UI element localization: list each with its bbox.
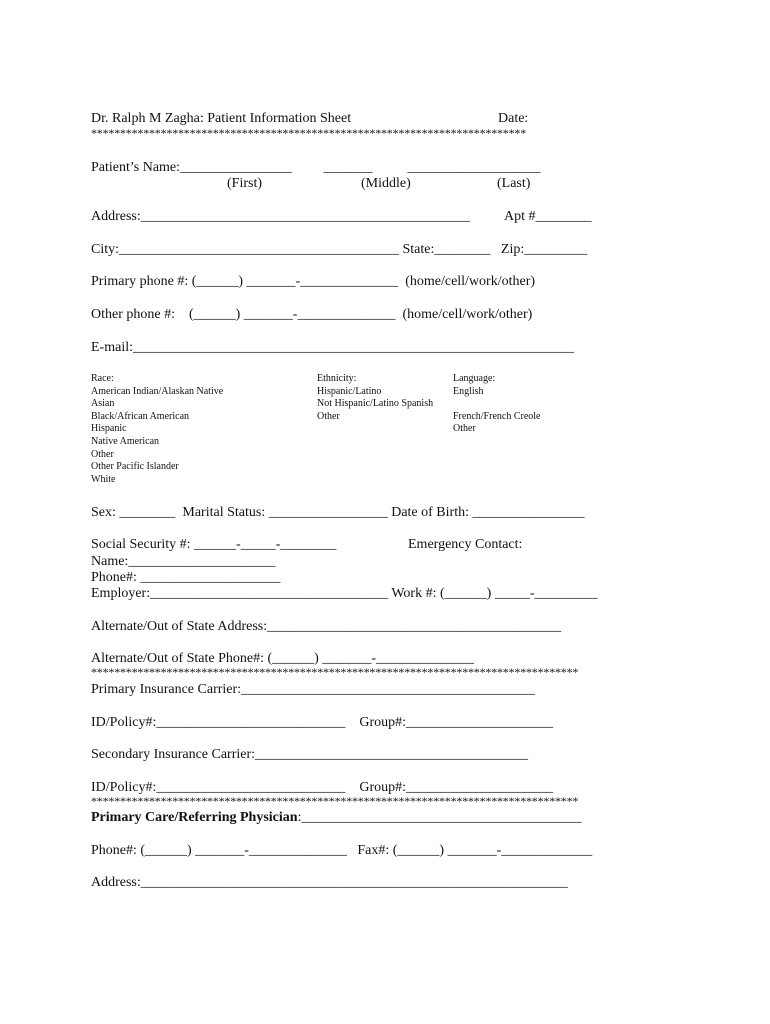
race-option[interactable]: Black/African American <box>91 411 190 422</box>
race-option[interactable]: Asian <box>91 398 115 409</box>
form-title: Dr. Ralph M Zagha: Patient Information Sheet <box>91 111 352 126</box>
separator-bottom: ************************************************************************************ <box>91 795 579 807</box>
secondary-id-group-field[interactable]: ID/Policy#:___________________________ Group#:_____________________ <box>91 780 553 795</box>
ssn-field[interactable]: Social Security #: ______-_____-________ <box>91 537 337 552</box>
address-field[interactable]: Address:_______________________________________________ Apt #________ <box>91 209 592 224</box>
race-label: Race: <box>91 373 114 384</box>
sex-marital-dob-field[interactable]: Sex: ________ Marital Status: _________________ Date of Birth: ________________ <box>91 505 585 520</box>
ethnicity-option[interactable]: Other <box>317 411 340 422</box>
race-option[interactable]: White <box>91 474 116 485</box>
physician-field[interactable] <box>91 810 581 826</box>
physician-line: :________________________________________ <box>297 810 582 825</box>
city-state-zip-field[interactable]: City:________________________________________ State:________ Zip:_________ <box>91 242 588 257</box>
employer-field[interactable]: Employer:__________________________________ Work #: (______) _____-_________ <box>91 586 598 601</box>
name-last-caption: (Last) <box>497 176 531 191</box>
race-option[interactable]: Other Pacific Islander <box>91 461 179 472</box>
ethnicity-option[interactable]: Not Hispanic/Latino Spanish <box>317 398 434 409</box>
physician-address-field[interactable]: Address:_____________________________________________________________ <box>91 875 568 890</box>
name-first-caption: (First) <box>227 176 262 191</box>
alt-address-field[interactable]: Alternate/Out of State Address:__________________________________________ <box>91 619 562 634</box>
alt-phone-field[interactable]: Alternate/Out of State Phone#: (______) _______-______________ <box>91 651 475 666</box>
emergency-contact-label: Emergency Contact: <box>408 537 523 552</box>
language-label: Language: <box>453 373 496 384</box>
emergency-name-field[interactable]: Name:_____________________ <box>91 554 276 569</box>
primary-insurance-field[interactable]: Primary Insurance Carrier:__________________________________________ <box>91 682 536 697</box>
language-option[interactable]: Other <box>453 423 476 434</box>
separator-top: *************************************************************************** <box>91 127 527 139</box>
name-middle-caption: (Middle) <box>361 176 411 191</box>
race-option[interactable]: American Indian/Alaskan Native <box>91 386 224 397</box>
language-option[interactable]: English <box>453 386 484 397</box>
race-option[interactable]: Hispanic <box>91 423 127 434</box>
email-field[interactable]: E-mail:_______________________________________________________________ <box>91 340 574 355</box>
ethnicity-option[interactable]: Hispanic/Latino <box>317 386 382 397</box>
patient-name-field[interactable]: Patient’s Name:________________ _______ ___________________ <box>91 160 541 175</box>
primary-id-group-field[interactable]: ID/Policy#:___________________________ Group#:_____________________ <box>91 715 553 730</box>
emergency-phone-field[interactable]: Phone#: ____________________ <box>91 570 281 585</box>
language-option[interactable]: French/French Creole <box>453 411 541 422</box>
secondary-insurance-field[interactable]: Secondary Insurance Carrier:_______________________________________ <box>91 747 529 762</box>
physician-phone-fax-field[interactable]: Phone#: (______) _______-______________ Fax#: (______) _______-_____________ <box>91 843 593 858</box>
separator-middle: ************************************************************************************ <box>91 666 579 678</box>
date-field[interactable]: Date: <box>498 111 529 126</box>
race-option[interactable]: Native American <box>91 436 160 447</box>
other-phone-field[interactable]: Other phone #: (______) _______-______________ (home/cell/work/other) <box>91 307 533 322</box>
physician-label: Primary Care/Referring Physician <box>91 810 298 825</box>
primary-phone-field[interactable]: Primary phone #: (______) _______-______________ (home/cell/work/other) <box>91 274 536 289</box>
ethnicity-label: Ethnicity: <box>317 373 357 384</box>
race-option[interactable]: Other <box>91 449 114 460</box>
